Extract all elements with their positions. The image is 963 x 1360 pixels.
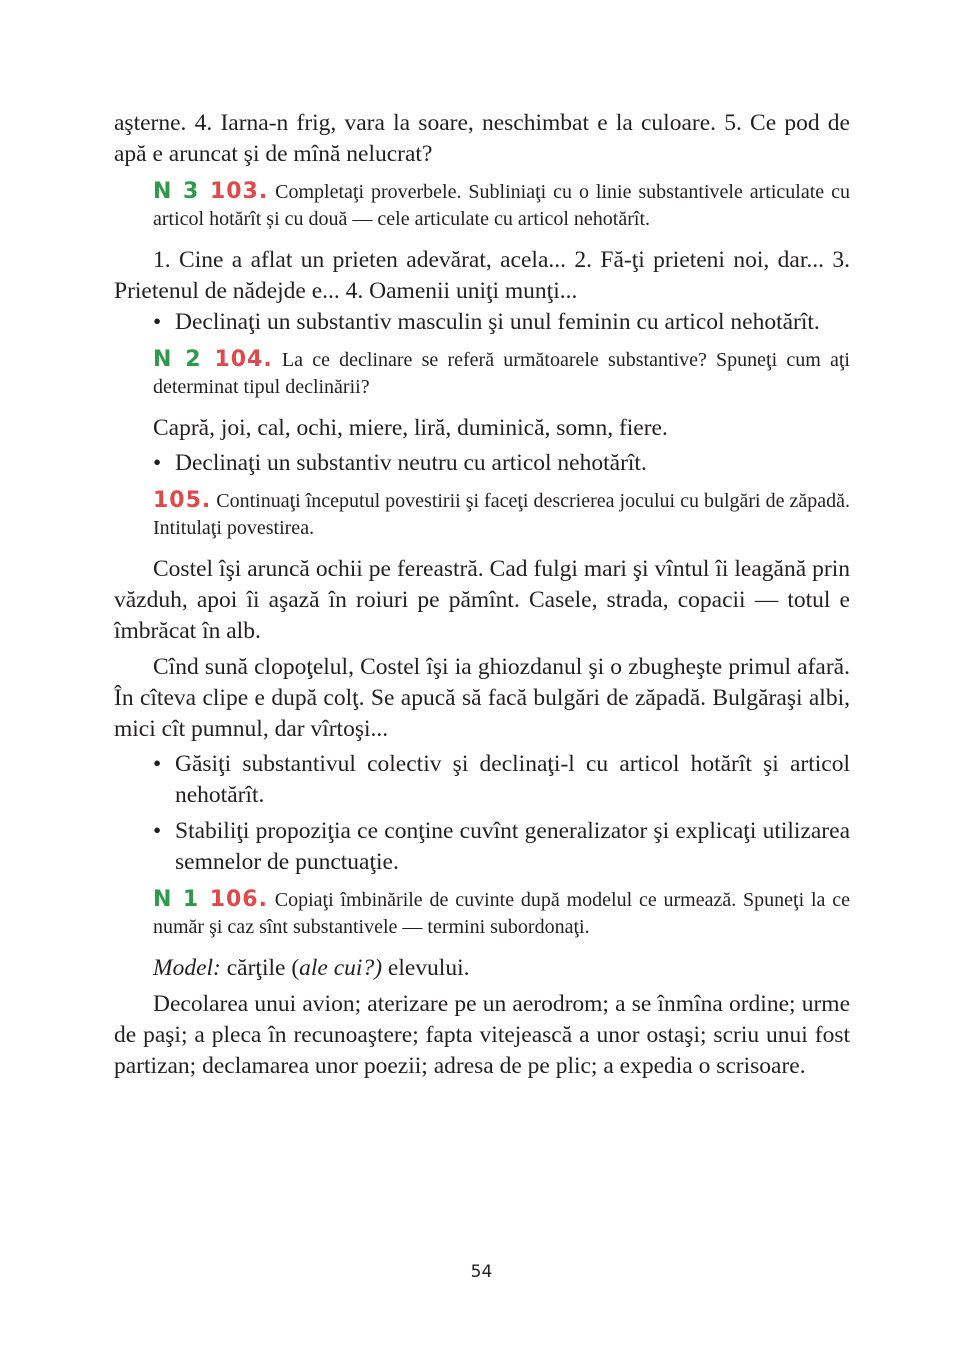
bullet-text: Declinaţi un substantiv masculin şi unul feminin cu articol nehotărît. [175, 309, 820, 335]
bullet-text: Găsiţi substantivul colectiv şi declinaţi-l cu articol hotărît şi articol nehotărît. [175, 751, 850, 808]
exercise-103-text: Completaţi proverbele. Subliniaţi cu o linie substantivele articulate cu articol hotărît și cu două — cele articulate cu articol nehotărît. [153, 181, 850, 230]
bullet-text: Declinaţi un substantiv neutru cu articol nehotărît. [175, 450, 647, 476]
bullet-item [114, 448, 850, 479]
exercise-104-level: N 2 [153, 347, 202, 372]
model-question: ale cui?) [299, 955, 383, 981]
exercise-106-text: Copiaţi îmbinările de cuvinte după modelul ce urmează. Spuneţi la ce număr şi caz sînt substantivele — termini subordonaţi. [153, 889, 850, 938]
page-content [114, 108, 850, 1082]
exercise-106-number: 106. [209, 887, 268, 912]
intro-paragraph: aşterne. 4. Iarna-n frig, vara la soare, neschimbat e la culoare. 5. Ce pod de apă e aruncat şi de mînă nelucrat? [114, 110, 850, 167]
exercise-105-number: 105. [153, 488, 212, 513]
proverbs-paragraph: 1. Cine a aflat un prieten adevărat, acela... 2. Fă-ţi prieteni noi, dar... 3. Prietenul de nădejde e... 4. Oamenii uniţi munţi... [114, 247, 850, 304]
nouns-paragraph: Capră, joi, cal, ochi, miere, liră, duminică, somn, fiere. [153, 415, 668, 441]
bullet-dot: • [153, 751, 162, 777]
story-paragraph-2: Cînd sună clopoţelul, Costel îşi ia ghiozdanul şi o zbugheşte primul afară. În cîteva clipe e după colţ. Se apucă să facă bulgări de zăpadă. Bulgăraşi albi, mici cît pumnul, dar vîrtoşi... [114, 654, 850, 742]
exercise-104-number: 104. [214, 347, 273, 372]
bullet-dot: • [153, 309, 162, 335]
exercise-103-number: 103. [209, 179, 269, 204]
phrases-paragraph: Decolarea unui avion; aterizare pe un aerodrom; a se înmîna ordine; urme de paşi; a pleca în recunoaştere; fapta vitejească a unor ostaşi; scriu unui fost partizan; declamarea unor poezii; adresa de pe plic; a expedia o scrisoare. [114, 991, 850, 1079]
exercise-106-instruction [114, 886, 850, 941]
bullet-item [114, 307, 850, 338]
page-number: 54 [470, 1262, 493, 1282]
exercise-104-text: La ce declinare se referă următoarele substantive? Spuneţi cum aţi determinat tipul declinării? [153, 349, 850, 398]
exercise-105-instruction [114, 487, 850, 542]
bullet-item [114, 816, 850, 878]
bullet-text: Stabiliţi propoziţia ce conţine cuvînt generalizator şi explicaţi utilizarea semnelor de punctuaţie. [175, 818, 850, 875]
exercise-103-instruction [114, 178, 850, 233]
bullet-dot: • [153, 818, 162, 844]
model-line: Model: cărţile (ale cui?) elevului. [153, 955, 470, 981]
exercise-106-level: N 1 [153, 887, 200, 912]
exercise-103-level: N 3 [153, 179, 200, 204]
story-paragraph-1: Costel îşi aruncă ochii pe fereastră. Cad fulgi mari şi vîntul îi leagănă prin văzduh, apoi îi aşază în roiuri pe pămînt. Casele, strada, copacii — totul e îmbrăcat în alb. [114, 556, 850, 644]
model-label: Model: [153, 955, 221, 981]
exercise-104-instruction [114, 346, 850, 401]
exercise-105-text: Continuaţi începutul povestirii şi faceţi descrierea jocului cu bulgări de zăpadă. Intitulaţi povestirea. [153, 490, 850, 539]
bullet-item [114, 749, 850, 811]
bullet-dot: • [153, 450, 162, 476]
